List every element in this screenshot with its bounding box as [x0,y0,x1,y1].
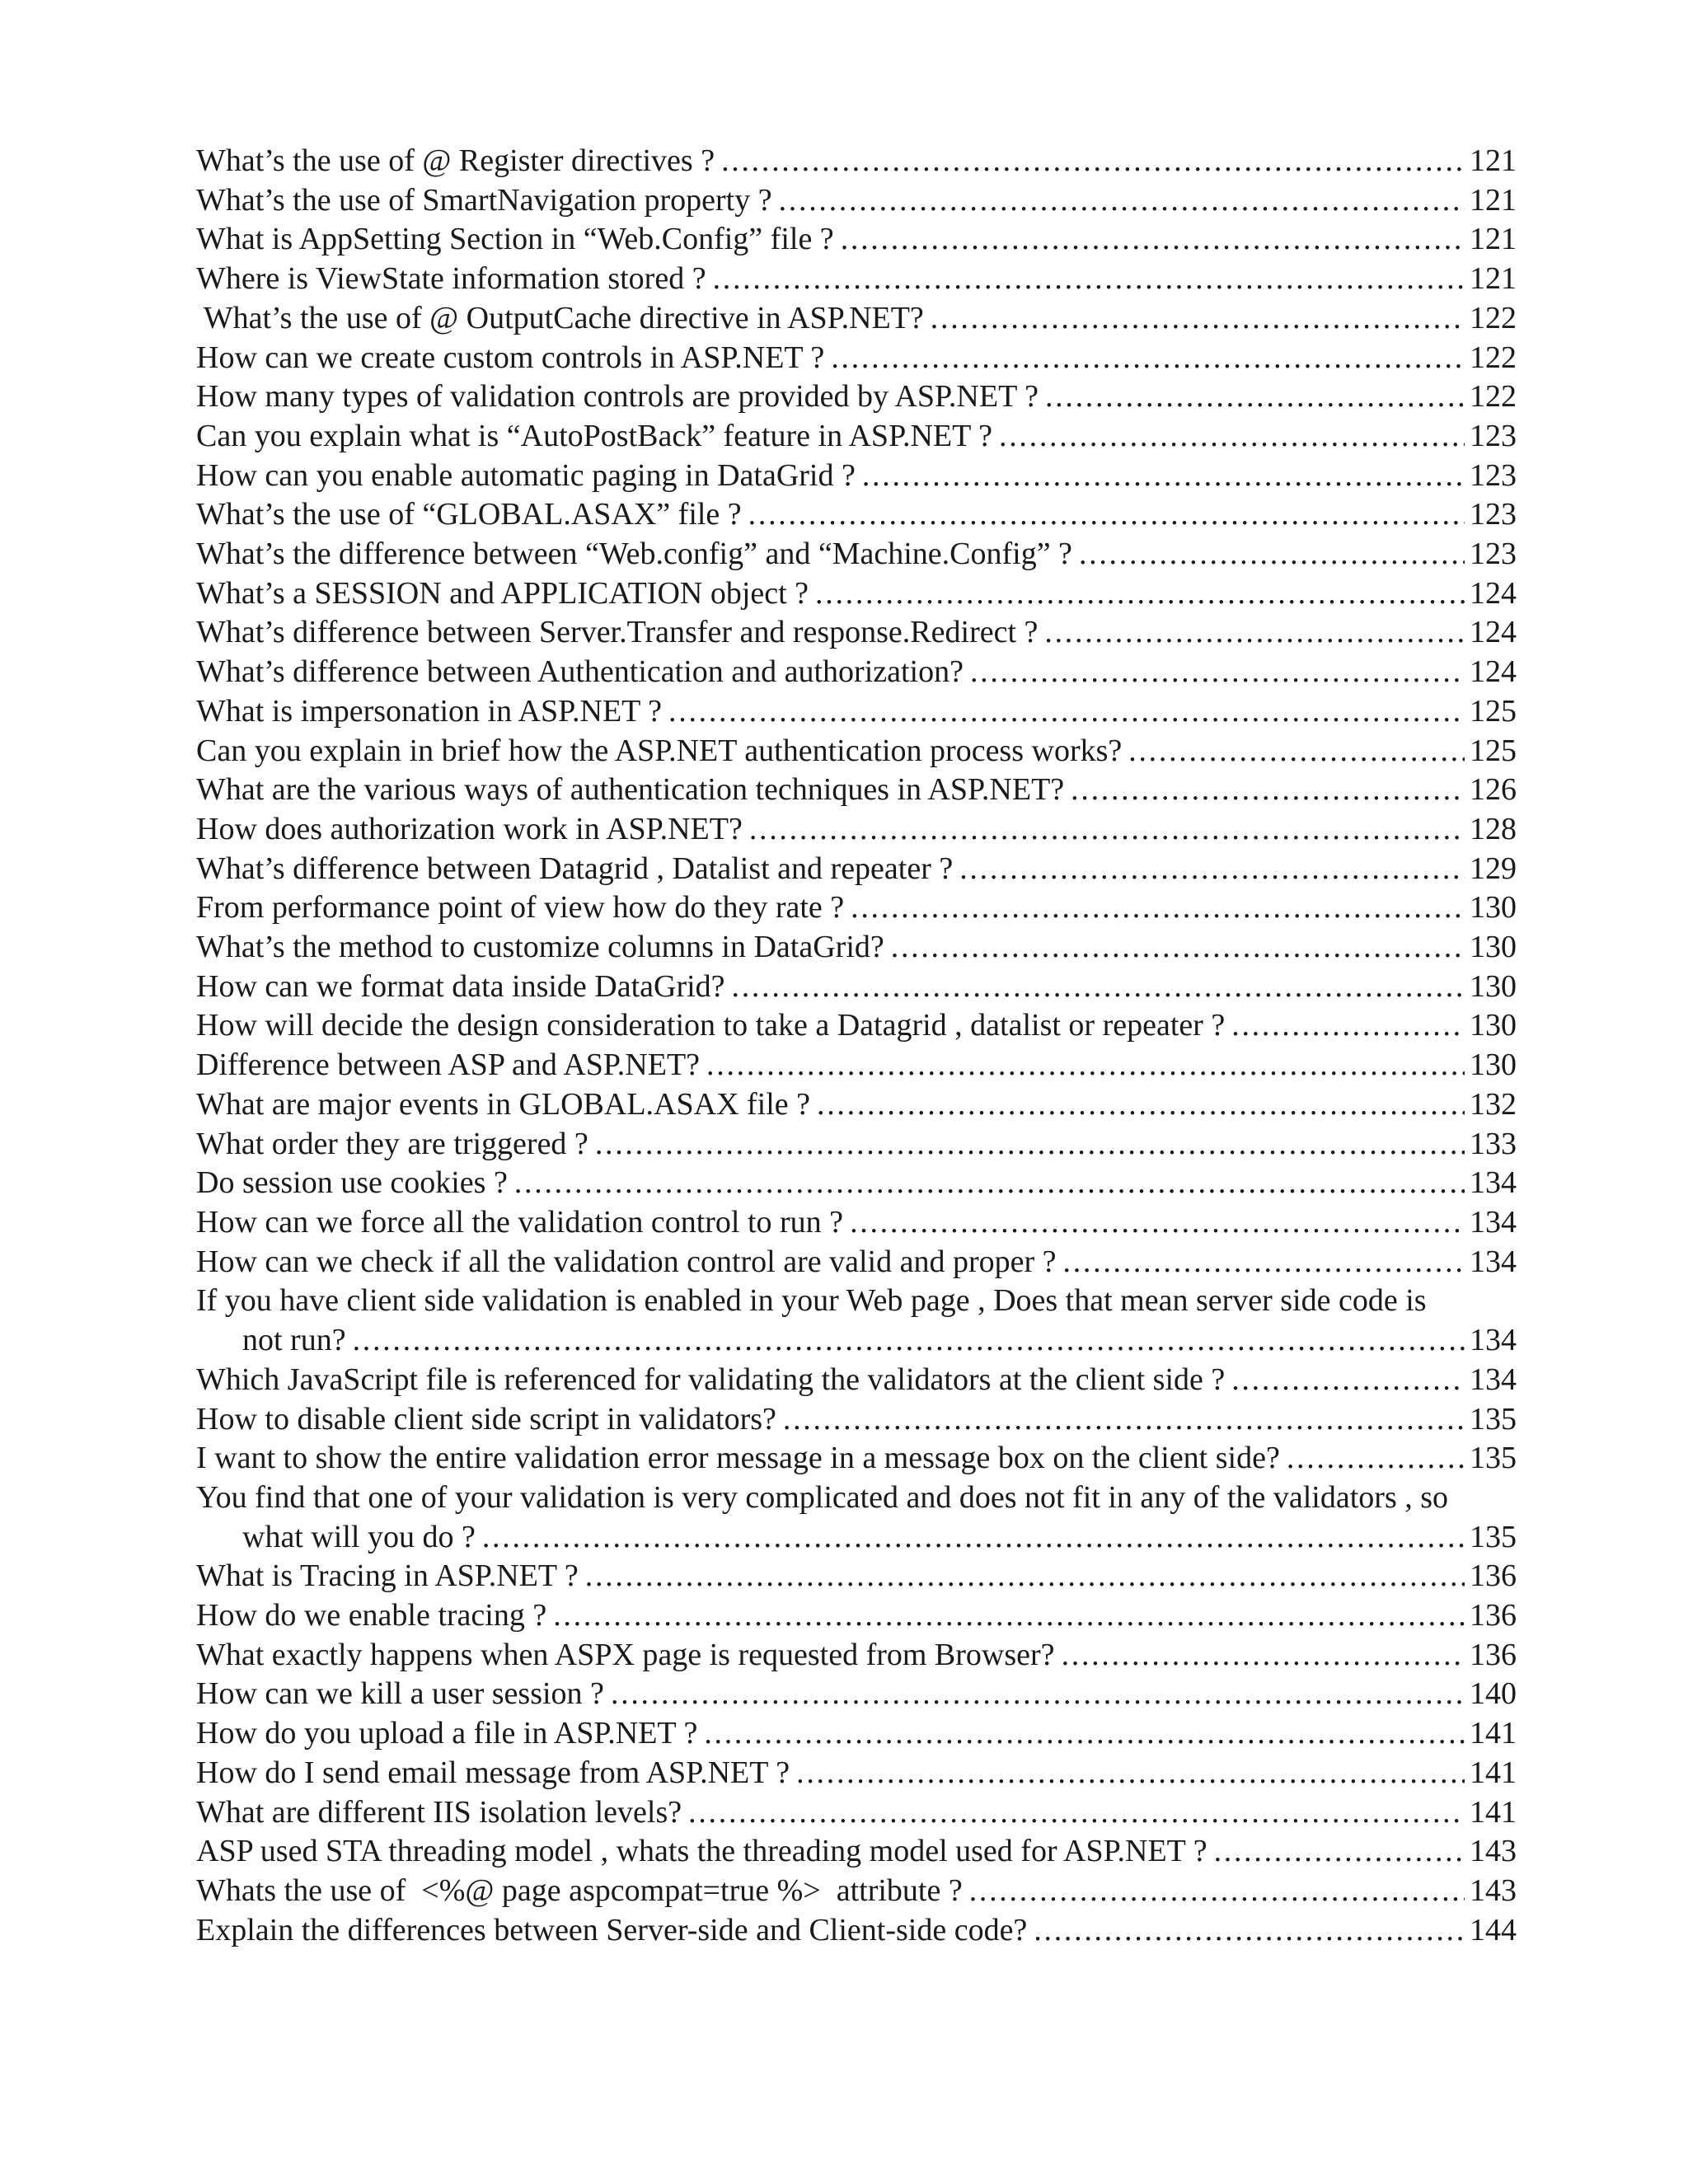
toc-entry-title-continuation: what will you do ? [242,1519,476,1554]
toc-entry[interactable] [196,1557,1517,1596]
toc-entry-page-number: 121 [1470,143,1517,178]
dot-leader [585,1557,1465,1596]
toc-entry[interactable] [196,1636,1517,1675]
toc-entry-page-number: 141 [1470,1755,1517,1790]
dot-leader [970,653,1465,692]
dot-leader [748,495,1465,535]
toc-entry-title: What’s the difference between “Web.config” and “Machine.Config” ? [196,537,1072,572]
dot-leader [553,1596,1465,1636]
toc-entry-page-number: 143 [1470,1834,1517,1869]
toc-entry-title: What are different IIS isolation levels? [196,1794,682,1830]
toc-entry-page-number: 134 [1470,1244,1517,1279]
table-of-contents [196,142,1517,1950]
toc-entry[interactable] [196,1085,1517,1125]
toc-entry-title: What exactly happens when ASPX page is requested from Browser? [196,1637,1055,1672]
toc-entry-title: How can we check if all the validation control are valid and proper ? [196,1244,1057,1279]
toc-entry[interactable] [196,299,1517,339]
toc-entry[interactable] [196,1714,1517,1754]
toc-entry-page-number: 122 [1470,300,1517,335]
toc-entry-page-number: 141 [1470,1794,1517,1830]
toc-entry-title: What are major events in GLOBAL.ASAX file ? [196,1086,811,1122]
toc-entry-page-number: 141 [1470,1716,1517,1751]
toc-entry[interactable] [196,850,1517,889]
dot-leader [1034,1911,1465,1951]
toc-entry[interactable] [196,417,1517,457]
dot-leader [721,142,1465,181]
toc-entry-title: What’s difference between Server.Transfer and response.Redirect ? [196,615,1039,650]
dot-leader [1062,1636,1465,1675]
dot-leader [850,1203,1465,1243]
dot-leader [713,260,1465,299]
toc-entry-page-number: 124 [1470,615,1517,650]
dot-leader [749,810,1465,850]
dot-leader [1287,1439,1465,1479]
toc-entry-page-number: 123 [1470,418,1517,453]
toc-entry-title: Explain the differences between Server-side and Client-side code? [196,1912,1028,1947]
toc-entry-page-number: 121 [1470,261,1517,297]
toc-entry-title: Where is ViewState information stored ? [196,261,706,297]
toc-entry-page-number: 136 [1470,1598,1517,1633]
dot-leader [959,850,1465,889]
toc-entry-page-number: 144 [1470,1912,1517,1947]
toc-entry-title: What’s difference between Datagrid , Datalist and repeater ? [196,851,954,886]
dot-leader [999,417,1465,457]
dot-leader [595,1125,1465,1165]
toc-entry-title: How can you enable automatic paging in DataGrid ? [196,457,856,493]
dot-leader [779,181,1465,221]
toc-entry[interactable] [196,1203,1517,1243]
toc-entry[interactable] [196,1675,1517,1714]
toc-entry-title: How to disable client side script in validators? [196,1401,776,1436]
dot-leader [514,1164,1465,1203]
toc-entry[interactable] [196,968,1517,1007]
toc-entry-page-number: 135 [1470,1441,1517,1476]
toc-entry-page-number: 130 [1470,1008,1517,1043]
dot-leader [969,1872,1465,1911]
toc-entry[interactable] [196,1479,1517,1557]
toc-entry-page-number: 140 [1470,1676,1517,1712]
toc-entry[interactable] [196,1125,1517,1165]
toc-entry-title: How can we force all the validation control to run ? [196,1204,844,1240]
dot-leader [688,1793,1465,1833]
toc-entry[interactable] [196,1361,1517,1400]
toc-entry[interactable] [196,1400,1517,1440]
dot-leader [862,457,1465,496]
toc-entry[interactable] [196,1046,1517,1085]
toc-entry[interactable] [196,1006,1517,1046]
toc-entry-page-number: 133 [1470,1126,1517,1161]
toc-entry[interactable] [196,1793,1517,1833]
toc-entry-page-number: 136 [1470,1558,1517,1594]
dot-leader [815,574,1465,614]
toc-entry[interactable] [196,888,1517,928]
toc-entry-page-number: 130 [1470,1047,1517,1083]
toc-entry-title: How will decide the design consideration to take a Datagrid , datalist or repeater ? [196,1008,1226,1043]
toc-entry[interactable] [196,1754,1517,1793]
toc-entry-page-number: 135 [1470,1401,1517,1436]
toc-entry[interactable] [196,1911,1517,1951]
dot-leader [1231,1361,1465,1400]
toc-entry-title: What is Tracing in ASP.NET ? [196,1558,579,1594]
toc-entry-title: Can you explain what is “AutoPostBack” feature in ASP.NET ? [196,418,993,453]
toc-entry-title: Can you explain in brief how the ASP.NET authentication process works? [196,733,1123,768]
toc-entry-page-number: 123 [1470,497,1517,532]
dot-leader [1044,613,1465,653]
toc-entry[interactable] [196,339,1517,378]
toc-entry-title: What’s the use of @ OutputCache directive in ASP.NET? [196,300,924,335]
dot-leader [796,1754,1465,1793]
dot-leader [841,220,1465,260]
toc-entry[interactable] [196,1164,1517,1203]
toc-entry-page-number: 121 [1470,182,1517,218]
toc-entry[interactable] [196,1243,1517,1282]
toc-entry-title: What’s a SESSION and APPLICATION object ? [196,575,809,611]
dot-leader [851,888,1465,928]
toc-entry-title: What’s the use of SmartNavigation property ? [196,182,772,218]
toc-entry-page-number: 134 [1470,1323,1517,1358]
dot-leader [732,968,1465,1007]
toc-entry[interactable] [196,377,1517,417]
toc-entry[interactable] [196,692,1517,732]
toc-entry-title: What is impersonation in ASP.NET ? [196,693,663,729]
toc-entry[interactable] [196,495,1517,535]
toc-entry-continuation-line [196,1518,1517,1558]
toc-entry-page-number: 130 [1470,890,1517,926]
toc-entry[interactable] [196,1832,1517,1872]
toc-entry[interactable] [196,260,1517,299]
toc-entry-title: You find that one of your validation is very complicated and does not fit in any of the validators , so [196,1479,1449,1515]
toc-entry-page-number: 124 [1470,654,1517,690]
toc-entry-page-number: 128 [1470,811,1517,846]
toc-entry-title: How does authorization work in ASP.NET? [196,811,743,846]
toc-entry[interactable] [196,810,1517,850]
toc-entry-title: What are the various ways of authentication techniques in ASP.NET? [196,772,1065,808]
dot-leader [783,1400,1465,1440]
toc-entry-title: I want to show the entire validation error message in a message box on the client side? [196,1441,1280,1476]
toc-entry-page-number: 122 [1470,379,1517,415]
toc-entry-title: What’s the use of @ Register directives ? [196,143,715,178]
dot-leader [704,1714,1465,1754]
toc-entry[interactable] [196,457,1517,496]
toc-entry-title: How do I send email message from ASP.NET ? [196,1755,790,1790]
toc-entry-title: What order they are triggered ? [196,1126,588,1161]
toc-entry-page-number: 135 [1470,1519,1517,1554]
toc-entry[interactable] [196,1282,1517,1360]
toc-entry-title: From performance point of view how do they rate ? [196,890,845,926]
toc-entry[interactable] [196,181,1517,221]
toc-entry-title: What is AppSetting Section in “Web.Config” file ? [196,222,834,257]
toc-entry-title: If you have client side validation is enabled in your Web page , Does that mean server side code is [196,1283,1427,1319]
toc-entry-title: How do you upload a file in ASP.NET ? [196,1716,698,1751]
toc-entry[interactable] [196,1439,1517,1479]
toc-entry-title: Do session use cookies ? [196,1165,508,1201]
toc-entry-title: How can we kill a user session ? [196,1676,604,1712]
toc-entry[interactable] [196,1872,1517,1911]
toc-entry-title: What’s the method to customize columns in DataGrid? [196,930,884,965]
toc-entry-page-number: 134 [1470,1361,1517,1397]
dot-leader [831,339,1465,378]
dot-leader [931,299,1465,339]
dot-leader [482,1518,1465,1558]
toc-entry[interactable] [196,535,1517,574]
toc-entry-page-number: 132 [1470,1086,1517,1122]
toc-entry-title: Difference between ASP and ASP.NET? [196,1047,701,1083]
toc-entry[interactable] [196,653,1517,692]
toc-entry-title: How many types of validation controls are provided by ASP.NET ? [196,379,1039,415]
toc-entry-page-number: 130 [1470,968,1517,1004]
dot-leader [611,1675,1465,1714]
dot-leader [706,1046,1465,1085]
toc-entry-page-number: 125 [1470,693,1517,729]
toc-entry[interactable] [196,928,1517,968]
toc-entry-title-continuation: not run? [242,1323,346,1358]
toc-entry-title: ASP used STA threading model , whats the threading model used for ASP.NET ? [196,1834,1207,1869]
toc-entry[interactable] [196,220,1517,260]
toc-entry-title: What’s the use of “GLOBAL.ASAX” file ? [196,497,742,532]
toc-entry-continuation-line [196,1321,1517,1361]
dot-leader [817,1085,1465,1125]
dot-leader [1214,1832,1465,1872]
toc-entry-page-number: 122 [1470,340,1517,375]
dot-leader [353,1321,1465,1361]
dot-leader [1071,771,1465,810]
toc-entry-title: What’s difference between Authentication and authorization? [196,654,964,690]
toc-entry-title: How can we format data inside DataGrid? [196,968,725,1004]
toc-entry-page-number: 134 [1470,1165,1517,1201]
toc-entry-page-number: 134 [1470,1204,1517,1240]
dot-leader [1231,1006,1465,1046]
toc-entry-page-number: 123 [1470,537,1517,572]
toc-entry-title: Which JavaScript file is referenced for validating the validators at the client side ? [196,1361,1226,1397]
dot-leader [668,692,1465,732]
toc-entry[interactable] [196,732,1517,771]
dot-leader [1128,732,1465,771]
toc-entry-page-number: 126 [1470,772,1517,808]
toc-entry-page-number: 143 [1470,1872,1517,1908]
toc-entry[interactable] [196,1596,1517,1636]
toc-entry-title: Whats the use of <%@ page aspcompat=true %> attribute ? [196,1872,963,1908]
toc-entry-title: How can we create custom controls in ASP.NET ? [196,340,825,375]
dot-leader [1063,1243,1465,1282]
toc-entry-page-number: 121 [1470,222,1517,257]
toc-entry-page-number: 125 [1470,733,1517,768]
toc-entry[interactable] [196,613,1517,653]
toc-entry[interactable] [196,574,1517,614]
toc-entry-page-number: 130 [1470,930,1517,965]
toc-entry-page-number: 136 [1470,1637,1517,1672]
dot-leader [1045,377,1465,417]
toc-entry-title: How do we enable tracing ? [196,1598,547,1633]
dot-leader [1079,535,1465,574]
toc-entry-page-number: 124 [1470,575,1517,611]
toc-entry[interactable] [196,142,1517,181]
toc-entry-page-number: 123 [1470,457,1517,493]
dot-leader [891,928,1465,968]
toc-entry-page-number: 129 [1470,851,1517,886]
toc-entry[interactable] [196,771,1517,810]
